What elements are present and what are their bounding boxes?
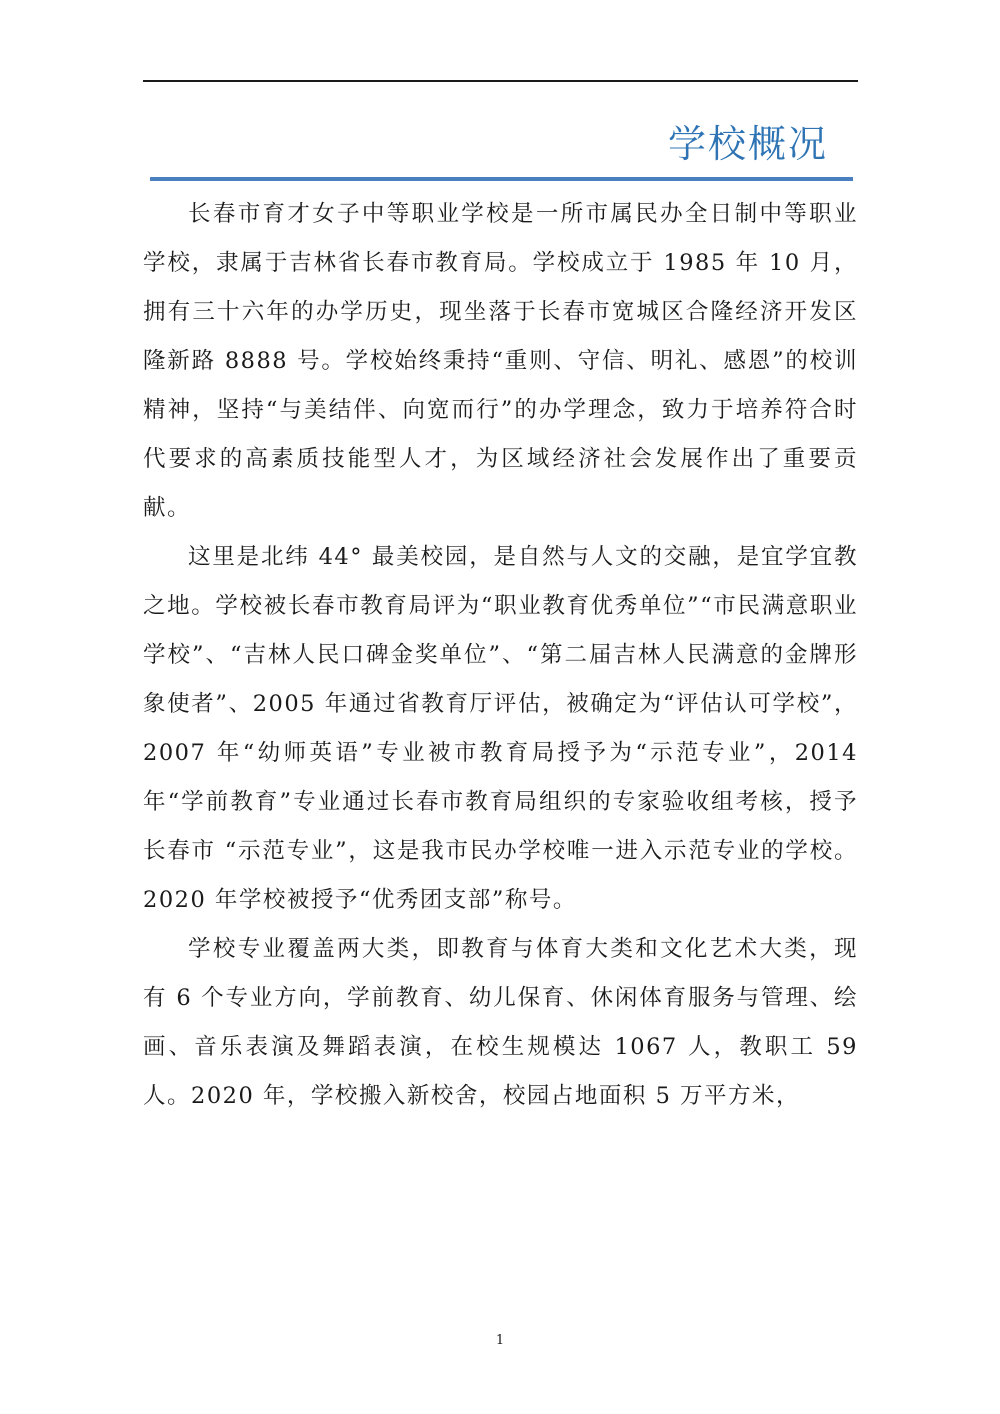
- paragraph-intro: 长春市育才女子中等职业学校是一所市属民办全日制中等职业学校，隶属于吉林省长春市教育局。学校成立于 1985 年 10 月，拥有三十六年的办学历史，现坐落于长春市宽城区合隆经济开发区隆新路 8888 号。学校始终秉持“重则、守信、明礼、感恩”的校训精神，坚持“与美结伴、向宽而行”的办学理念，致力于培养符合时代要求的高素质技能型人才，为区域经济社会发展作出了重要贡献。: [143, 201, 858, 521]
- paragraph-majors: 学校专业覆盖两大类，即教育与体育大类和文化艺术大类，现有 6 个专业方向，学前教育、幼儿保育、休闲体育服务与管理、绘画、音乐表演及舞蹈表演，在校生规模达 1067 人，教职工 59 人。2020 年，学校搬入新校舍，校园占地面积 5 万平方米，: [143, 936, 858, 1109]
- title-underline: [150, 177, 853, 181]
- paragraph-honors: 这里是北纬 44° 最美校园，是自然与人文的交融，是宜学宜教之地。学校被长春市教育局评为“职业教育优秀单位”“市民满意职业学校”、“吉林人民口碑金奖单位”、“第二届吉林人民满意的金牌形象使者”、2005 年通过省教育厅评估，被确定为“评估认可学校”，2007 年“幼师英语”专业被市教育局授予为“示范专业”，2014 年“学前教育”专业通过长春市教育局组织的专家验收组考核，授予长春市 “示范专业”，这是我市民办学校唯一进入示范专业的学校。2020 年学校被授予“优秀团支部”称号。: [143, 544, 858, 913]
- page-title: 学校概况: [667, 122, 828, 166]
- document-body: [143, 190, 858, 1121]
- header-rule: [143, 80, 858, 82]
- page-number: 1: [495, 1333, 505, 1348]
